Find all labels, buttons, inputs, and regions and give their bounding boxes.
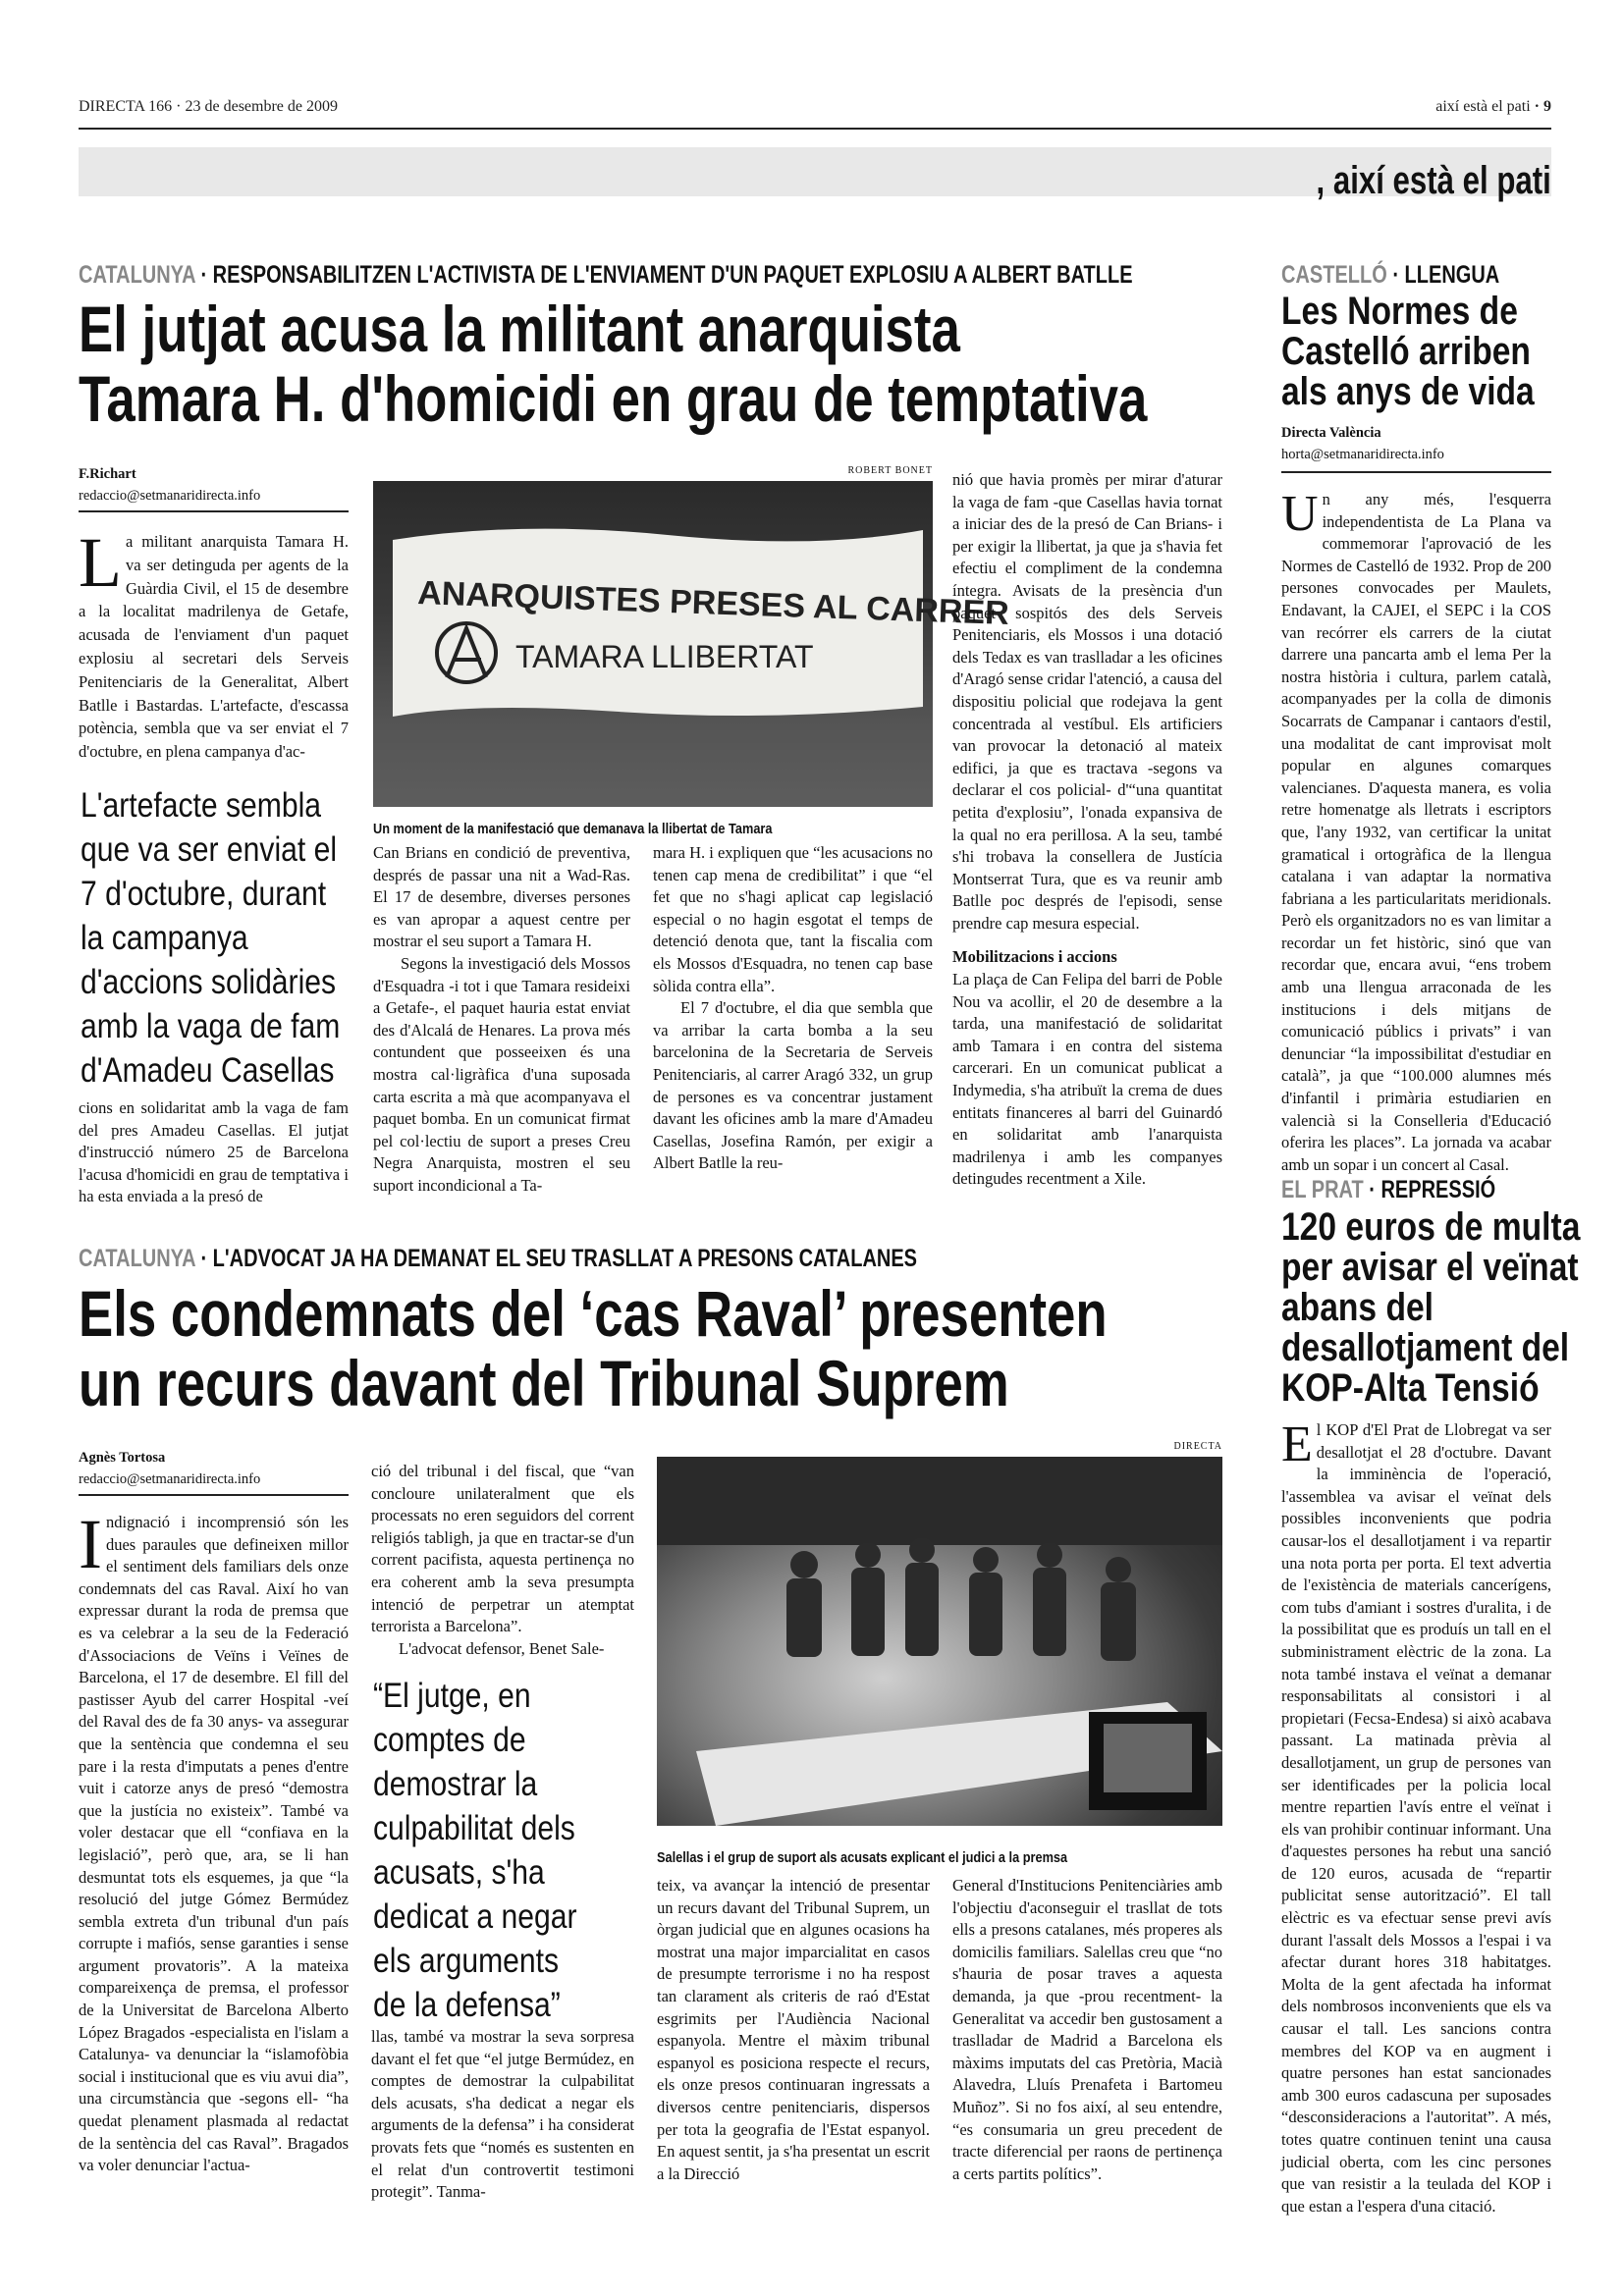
dropcap: E — [1281, 1416, 1313, 1472]
author-email[interactable]: redaccio@setmanaridirecta.info — [79, 488, 261, 504]
body-text: n any més, l'esquerra independentista de La Plana va commemorar l'aprovació de les Normes de Castelló de 1932. Prop de 200 persones convocades per Maulets, Endavant, la CAJEI, el SEPC i la COS van recórrer els carrers de la ciutat darrere una pancarta amb el lema Per la nostra història i cultura, parlem català, acompanyades per la colla de dimonis Socarrats de Campanar i cantaors d'estil, una modalitat de cant improvisat molt popular en algunes comarques valencianes. D'aquesta manera, es volia retre homenatge als lletrats i escriptors que, l'any 1932, van certificar la unitat gramatical i ortogràfica de la llengua catalana i van adaptar la normativa fabriana a les particularitats meridionals. Però els organitzadors no es van limitar a recordar un fet històric, sinó que van recordar que, encara avui, “ens trobem amb una llengua arraconada de les institucions i dels mitjans de comunicació públics i privats” i van denunciar “la impossibilitat d'estudiar en català”, ja que “100.000 alumnes més d'infantil i primària estudiarien en valencià si la Conselleria d'Educació oferira les places”. La jornada va acabar amb un sopar i un concert al Casal. — [1281, 490, 1551, 1174]
article2-pullquote — [373, 1674, 577, 2027]
banner-text: ANARQUISTES PRESES AL CARRER — [416, 574, 1010, 633]
body-text: cions en solidaritat amb la vaga de fam del pres Amadeu Casellas. El jutjat d'instrucció número 25 de Barcelona l'acusa d'homicidi en grau de temptativa i ha esta enviada a la presó de — [79, 1098, 349, 1206]
kicker-location: CATALUNYA — [79, 1245, 195, 1272]
pullquote-line: la campanya — [81, 919, 248, 957]
article2-col3 — [657, 1875, 930, 2185]
byline-rule — [79, 1494, 349, 1496]
section-name: així està el pati — [1435, 98, 1531, 115]
pullquote-line: amb la vaga de fam — [81, 1007, 341, 1045]
article1-byline — [79, 463, 349, 507]
pullquote-line: que va ser enviat el — [81, 830, 338, 869]
pullquote-line: comptes de — [373, 1721, 526, 1759]
headline-line: un recurs davant del Tribunal Suprem — [79, 1347, 1009, 1419]
article1-pullquote — [81, 783, 340, 1093]
body-text: l KOP d'El Prat de Llobregat va ser desallotjat el 28 d'octubre. Davant la imminència de l'operació, l'assemblea va avisar el veïnat dels possibles inconvenients que podria causar-los el desallotjament i va repartir una nota porta per porta. El text advertia de l'existència de materials cancerígens, com tubs d'amiant i sostres d'uralita, i de la possibilitat que es produís un tall en el subministrament elèctric de la zona. La nota també instava el veïnat a demanar responsabilitats al consistori i al propietari (Fecsa-Endesa) si això acabava passant. La matinada prèvia al desallotjament, un grup de persones van ser identificades per la policia local mentre repartien l'avís entre el veïnat i els van prohibir continuar informant. Una d'aquestes persones ha rebut una sanció de 120 euros, acusada de “repartir publicitat sense autorització”. El tall elèctric es va efectuar sense previ avís durant l'assalt dels Mossos a l'espai i va afectar durant hores 318 habitatges. Molta de la gent afectada ha informat dels nombrosos inconvenients que els va causar el tall. Les sancions contra membres del KOP va en augment i quatre persones han estat sancionades amb 300 euros cadascuna per suposades “desconsideracions a l'autoritat”. A més, totes quatre continuen tenint una causa judicial oberta, com les cinc persones que van resistir a la teulada del KOP i que estan a l'espera d'una citació. — [1281, 1420, 1551, 2216]
body-text: nió que havia promès per mirar d'aturar la vaga de fam -que Casellas havia tornat a iniciar des de la presó de Can Brians- i per exigir la llibertat, ja que ja s'havia fet efectiu el compliment de la condemna íntegra. Avisats de la presència d'un paquet sospitós des dels Serveis Penitenciaris, els Mossos i una dotació dels Tedax es van traslladar a les oficines d'Aragó sense cridar l'atenció, a causa del dispositiu policial que rodejava la gent concentrada al vestíbul. Els artificiers van provocar la detonació al mateix edifici, ja que es tractava -segons va declarar el cos policial- d'“una quantitat petita d'explosiu”, l'onada expansiva de la qual no era perillosa. A la seu, també s'hi trobava la consellera de Justícia Montserrat Tura, que es va reunir amb Batlle poc després de l'episodi, sense prendre cap mesura especial. — [952, 470, 1222, 933]
headline-line: Les Normes de — [1281, 290, 1518, 333]
body-text: llas, també va mostrar la seva sorpresa davant el fet que “el jutge Bermúdez, en comptes de demostrar la culpabilitat dels acusats, s'ha dedicat a negar els arguments de la defensa” i ha considerat provats fets que “només es sustenten en el relat d'un controvertit testimoni protegit”. Tanma- — [371, 2027, 634, 2202]
article1-col2 — [373, 842, 630, 1198]
headline-line: abans del — [1281, 1286, 1434, 1329]
body-text: Can Brians en condició de preventiva, després de passar una nit a Wad-Ras. El 17 de desembre, diverses persones es van apropar a aquest centre per mostrar el seu suport a Tamara H. — [373, 843, 630, 951]
body-text: ció del tribunal i del fiscal, que “van concloure unilateralment que els processats no eren seguidors del corrent religiós tabligh, ja que en tractar-se d'un corrent pacifista, aquesta pertinença no era coherent amb la seva presumpta intenció de perpetrar un atemptat terrorista a Barcelona”. — [371, 1462, 634, 1636]
photo-caption: Salellas i el grup de suport als acusats explicant el judici a la premsa — [657, 1849, 1068, 1866]
body-text: La plaça de Can Felipa del barri de Poble Nou va acollir, el 20 de desembre a la tarda, una manifestació de solidaritat amb Tamara i en contra del sistema carcerari. En un comunicat publicat a Indymedia, s'ha atribuït la crema de dues entitats financeres al barri del Guinardó en solidaritat amb l'anarquista madrilenya i amb les companyes detingudes recentment a Xile. — [952, 970, 1222, 1189]
dropcap: L — [79, 523, 122, 602]
body-text: teix, va avançar la intenció de presentar un recurs davant del Tribunal Suprem, un òrgan judicial que en algunes ocasions ha mostrat una major imparcialitat en casos de presumpte terrorisme i no ha respost tan clarament als criteris de raó d'Estat esgrimits per l'Audiència Nacional espanyola. Mentre el màxim tribunal espanyol es posiciona respecte el recurs, els onze presos continuaran ingressats a diversos centre penitenciaris, dispersos per tota la geografia de l'Estat espanyol. En aquest sentit, ja s'ha presentat un escrit a la Direcció — [657, 1876, 930, 2183]
author: Directa València — [1281, 425, 1381, 441]
body-text: General d'Institucions Penitenciàries amb l'objectiu d'aconseguir el trasllat de tots ells a presons catalanes, més properes als domicilis familiars. Salellas creu que “no s'hauria de posar traves a aquesta demanda, ja que -prou recentment- la Generalitat va accedir ben gustosament a traslladar de Madrid a Barcelona els màxims imputats del cas Pretòria, Macià Alavedra, Lluís Prenafeta i Bartomeu Muñoz”. Si no fos així, al seu entendre, “es consumaria un greu precedent de tracte diferencial per raons de pertinença a certs partits polítics”. — [952, 1876, 1222, 2183]
kicker-location: EL PRAT — [1281, 1176, 1364, 1203]
article2-headline — [79, 1279, 1108, 1418]
body-text: mara H. i expliquen que “les acusacions no tenen cap mena de credibilitat” i que “el fet que no s'hagi aplicat cap legislació especial o no hagin esgotat el temps de detenció denota que, tant la fiscalia com els Mossos d'Esquadra, no tenen cap base sòlida contra ella”. — [653, 843, 933, 995]
article1-kicker — [79, 261, 1133, 290]
photo-caption: Un moment de la manifestació que demanava la llibertat de Tamara — [373, 821, 773, 837]
dropcap: U — [1281, 486, 1319, 542]
headline-line: KOP-Alta Tensió — [1281, 1366, 1540, 1410]
side2-body — [1281, 1416, 1551, 2217]
body-text: L'advocat defensor, Benet Sale- — [399, 1638, 605, 1658]
pullquote-line: “El jutge, en — [373, 1677, 531, 1715]
protest-banner-image — [373, 481, 1010, 807]
photo-credit: ROBERT BONET — [847, 465, 933, 476]
banner-text: TAMARA LLIBERTAT — [515, 639, 814, 674]
photo-credit: DIRECTA — [1173, 1441, 1222, 1452]
pullquote-line: L'artefacte sembla — [81, 786, 322, 825]
headline-line: Els condemnats del ‘cas Raval’ presenten — [79, 1277, 1108, 1350]
body-text: ndignació i incomprensió són les dues paraules que defineixen millor el sentiment dels familiars dels onze condemnats del cas Raval. Així ho van expressar durant la roda de premsa que es va celebrar a la seu de la Federació d'Associacions de Veïns i Veïnes de Barcelona, el 17 de desembre. El fill del pastisser Ayub del carrer Hospital -veí del Raval des de fa 30 anys- va assegurar que la sentència que condemna el seu pare i la resta d'imputats a penes d'entre vuit i catorze anys de presó “demostra que la justícia no existeix”. També va voler destacar que ell “confiava en la legislació”, però que, ara, se li han desmuntat tots els esquemes, ja que “la resolució del jutge Gómez Bermúdez sembla extreta d'un tribunal d'un país corrupte i mafiós, sense garanties i sense argument provatoris”. A la mateixa compareixença de premsa, el professor de la Universitat de Barcelona Alberto López Bragados -especialista en l'islam a Catalunya- va denunciar la “islamofòbia social i institucional que es viu avui dia”, una circumstància que -segons ell- “ha quedat plenament plasmada al redactat de la sentència del cas Raval”. Bragados va voler denunciar l'actua- — [79, 1513, 349, 2175]
article1-col4 — [952, 469, 1222, 1191]
headline-line: desallotjament del — [1281, 1326, 1570, 1369]
author: Agnès Tortosa — [79, 1450, 166, 1466]
headline-line: per avisar el veïnat — [1281, 1246, 1579, 1289]
article1-photo — [373, 481, 1010, 807]
article2-kicker — [79, 1245, 917, 1273]
article2-col2b — [371, 2026, 634, 2204]
article1-col1a — [79, 523, 349, 764]
side2-kicker — [1281, 1176, 1495, 1204]
subheading: Mobilitzacions i accions — [952, 947, 1117, 967]
headline-line: El jutjat acusa la militant anarquista — [79, 293, 960, 365]
byline-rule — [79, 510, 349, 512]
kicker-topic: · REPRESSIÓ — [1363, 1176, 1496, 1203]
side1-body — [1281, 486, 1551, 1176]
press-conference-image — [657, 1457, 1222, 1826]
article2-col4 — [952, 1875, 1222, 2185]
headline-line: Tamara H. d'homicidi en grau de temptativa — [79, 362, 1148, 435]
pullquote-line: d'Amadeu Casellas — [81, 1051, 335, 1090]
kicker-topic: · LLENGUA — [1386, 261, 1500, 289]
body-text: Segons la investigació dels Mossos d'Esquadra -i tot i que Tamara resideixi a Getafe-, el paquet hauria estat enviat des d'Alcalá de Henares. La prova més contundent que posseeixen és una mostra cal·ligràfica d'una suposada carta escrita a mà que acompanyava el paquet bomba. En un comunicat firmat pel col·lectiu de suport a preses Creu Negra Anarquista, mostren el seu suport incondicional a Ta- — [373, 953, 630, 1195]
pullquote-line: dedicat a negar — [373, 1897, 577, 1936]
side1-headline — [1281, 292, 1535, 412]
body-text: a militant anarquista Tamara H. va ser detinguda per agents de la Guàrdia Civil, el 15 de desembre a la localitat madrilenya de Getafe, acusada de l'enviament d'un paquet explosiu al secretari dels Serveis Penitenciaris de la Generalitat, Albert Batlle i Bastardas. L'artefacte, d'escassa potència, sembla que va ser enviat el 7 d'octubre, en plena campanya d'ac- — [79, 532, 349, 762]
article1-col3 — [653, 842, 933, 1175]
article1-col1b — [79, 1097, 349, 1208]
author-email[interactable]: redaccio@setmanaridirecta.info — [79, 1471, 261, 1487]
article2-photo — [657, 1457, 1222, 1826]
pullquote-line: acusats, s'ha — [373, 1853, 545, 1892]
kicker-location: CASTELLÓ — [1281, 261, 1387, 289]
headline-line: 120 euros de multa — [1281, 1205, 1581, 1249]
pullquote-line: demostrar la — [373, 1765, 538, 1803]
issue-date: DIRECTA 166 · 23 de desembre de 2009 — [79, 98, 338, 115]
body-text: El 7 d'octubre, el dia que sembla que va arribar la carta bomba a la seu barcelonina de la Secretaria de Serveis Penitenciaris, al carrer Aragó 332, un grup de persones es va concentrar justament davant les oficines amb la mare d'Amadeu Casellas, Josefina Ramón, per exigir a Albert Batlle la reu- — [653, 998, 933, 1173]
byline-rule — [1281, 471, 1551, 473]
kicker-topic: · RESPONSABILITZEN L'ACTIVISTA DE L'ENVIAMENT D'UN PAQUET EXPLOSIU A ALBERT BATLLE — [194, 261, 1133, 289]
dropcap: I — [79, 1505, 102, 1583]
side1-kicker — [1281, 261, 1499, 290]
side1-byline — [1281, 422, 1551, 465]
pullquote-line: d'accions solidàries — [81, 963, 337, 1001]
pullquote-line: 7 d'octubre, durant — [81, 875, 327, 913]
page-number: · 9 — [1534, 98, 1551, 115]
article2-byline — [79, 1447, 349, 1490]
author: F.Richart — [79, 466, 136, 482]
headline-line: Castelló arriben — [1281, 330, 1531, 373]
side2-headline — [1281, 1207, 1580, 1409]
kicker-location: CATALUNYA — [79, 261, 195, 289]
section-page — [1435, 98, 1551, 116]
headline-line: als anys de vida — [1281, 370, 1535, 413]
author-email[interactable]: horta@setmanaridirecta.info — [1281, 447, 1444, 462]
pullquote-line: de la defensa” — [373, 1986, 561, 2024]
article2-col1 — [79, 1505, 349, 2177]
article2-col2a — [371, 1461, 634, 1660]
header-rule — [79, 128, 1551, 130]
article1-headline — [79, 294, 1147, 434]
section-title: , així està el pati — [1316, 159, 1551, 202]
kicker-topic: · L'ADVOCAT JA HA DEMANAT EL SEU TRASLLAT A PRESONS CATALANES — [194, 1245, 918, 1272]
pullquote-line: els arguments — [373, 1942, 560, 1980]
pullquote-line: culpabilitat dels — [373, 1809, 575, 1847]
